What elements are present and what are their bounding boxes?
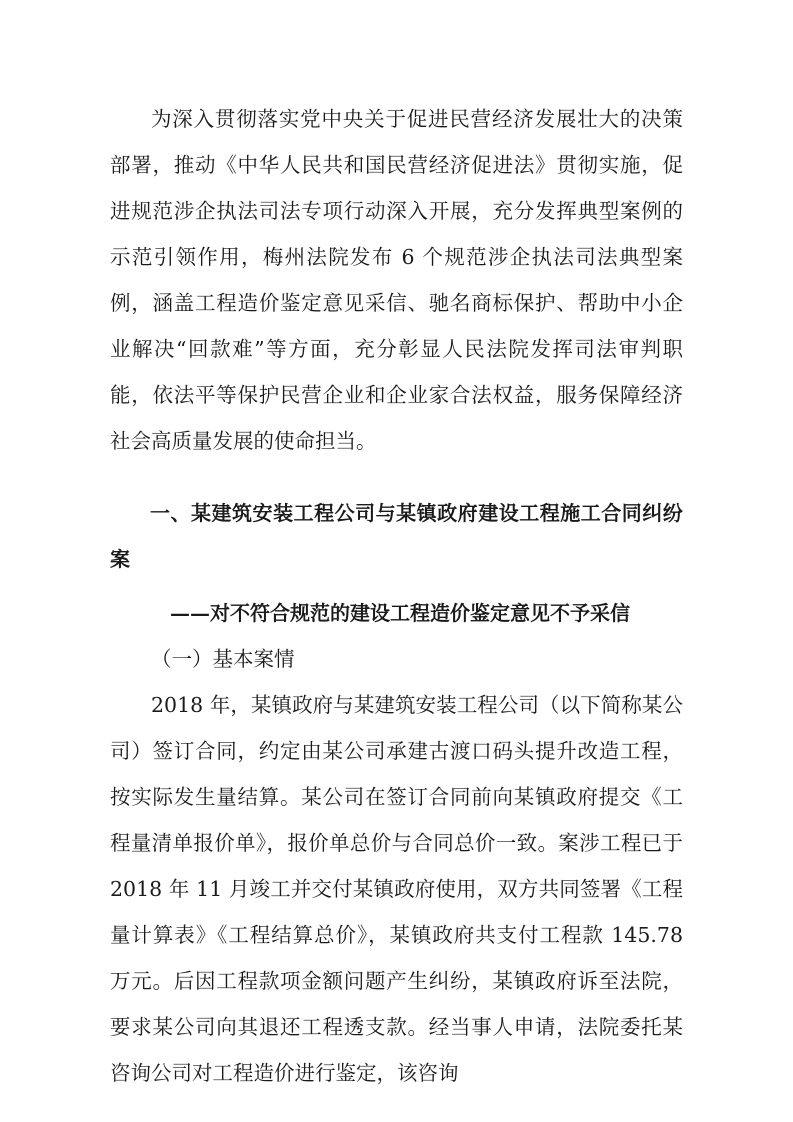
case-subtitle: ——对不符合规范的建设工程造价鉴定意见不予采信 [170, 601, 630, 625]
document-body [110, 96, 683, 1096]
case-heading: 一、某建筑安装工程公司与某镇政府建设工程施工合同纠纷案 [110, 501, 683, 571]
section-heading-basic-facts: （一）基本案情 [151, 647, 295, 671]
basic-facts-paragraph: 2018 年，某镇政府与某建筑安装工程公司（以下简称某公司）签订合同，约定由某公司承建古渡口码头提升改造工程，按实际发生量结算。某公司在签订合同前向某镇政府提交《工程量清单报价单》，报价单总价与合同总价一致。案涉工程已于 2018 年 11 月竣工并交付某镇政府使用，双方共同签署《工程量计算表》《工程结算总价》，某镇政府共支付工程款 145.78 万元。后因工程款项金额问题产生纠纷，某镇政府诉至法院，要求某公司向其退还工程透支款。经当事人申请，法院委托某咨询公司对工程造价进行鉴定，该咨询 [110, 693, 683, 1085]
intro-paragraph: 为深入贯彻落实党中央关于促进民营经济发展壮大的决策部署，推动《中华人民共和国民营经济促进法》贯彻实施，促进规范涉企执法司法专项行动深入开展，充分发挥典型案例的示范引领作用，梅州法院发布 6 个规范涉企执法司法典型案例，涵盖工程造价鉴定意见采信、驰名商标保护、帮助中小企业解决“回款难”等方面，充分彰显人民法院发挥司法审判职能，依法平等保护民营企业和企业家合法权益，服务保障经济社会高质量发展的使命担当。 [110, 107, 683, 453]
